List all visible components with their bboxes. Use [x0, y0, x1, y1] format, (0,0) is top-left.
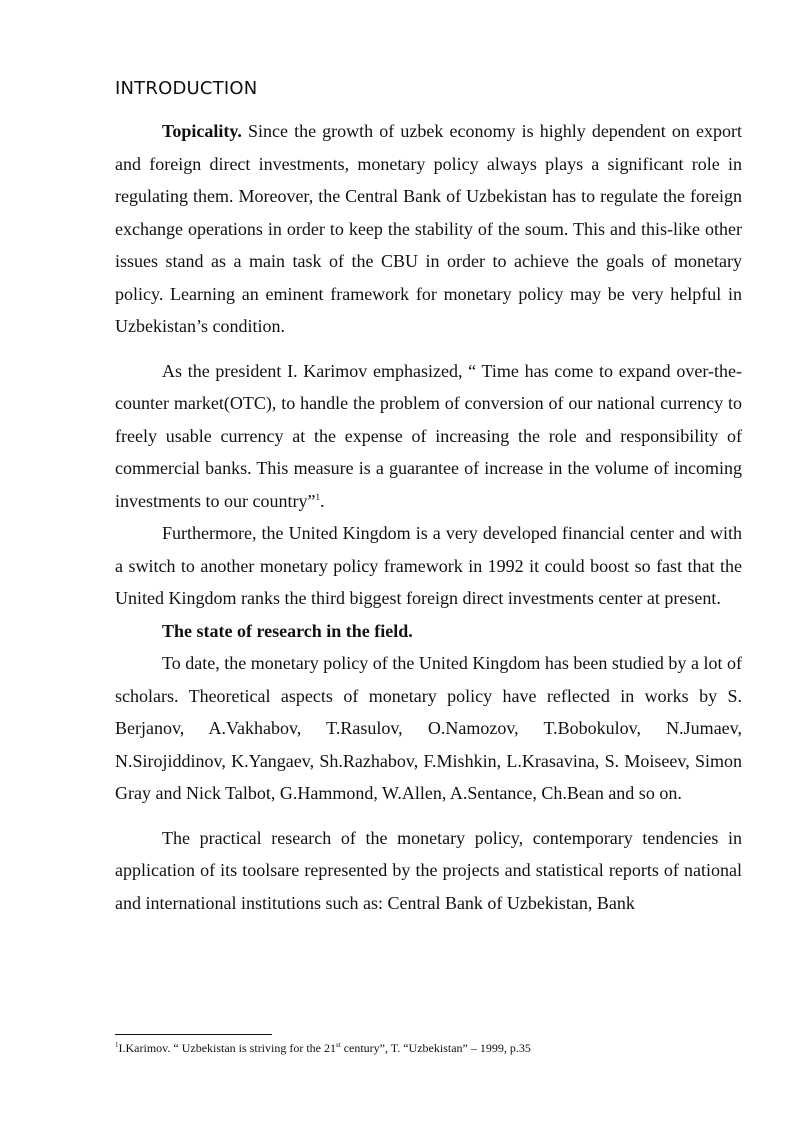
topicality-lead: Topicality.	[162, 121, 242, 141]
paragraph-practical-research: The practical research of the monetary policy, contemporary tendencies in application of its toolsare represented by the projects and statistical reports of national and international institutions such as: Central Bank of Uzbekistan, Bank	[115, 827, 742, 913]
topicality-text: Since the growth of uzbek economy is highly dependent on export and foreign direct investments, monetary policy always plays a significant role in regulating them. Moreover, the Central Bank of Uzbekistan has to regulate the foreign exchange operations in order to keep the stability of the soum. This and this-like other issues stand as a main task of the CBU in order to achieve the goals of monetary policy. Learning an eminent framework for monetary policy may be very helpful in Uzbekistan’s condition.	[115, 121, 742, 336]
footnote-ref[interactable]: 1	[315, 491, 320, 502]
footnote-st: st	[336, 1041, 341, 1049]
paragraph-topicality	[115, 115, 742, 343]
footnote-text-b: century”, T. “Uzbekistan” – 1999, p.35	[340, 1041, 531, 1055]
subheading-state-of-research: The state of research in the field.	[162, 620, 413, 641]
footnote-text-a: I.Karimov. “ Uzbekistan is striving for the 21	[118, 1041, 337, 1055]
quote-end: .	[319, 490, 325, 511]
footnote-separator	[115, 1034, 272, 1035]
body-text	[115, 115, 742, 919]
quote-text: As the president I. Karimov emphasized, “ Time has come to expand over-the-counter market(OTC), to handle the problem of conversion of our national currency to freely usable currency at the expense of increasing the role and responsibility of commercial banks. This measure is a guarantee of increase in the volume of incoming investments to our country”	[115, 360, 742, 511]
section-heading: INTRODUCTION	[115, 78, 258, 99]
paragraph-scholars: To date, the monetary policy of the United Kingdom has been studied by a lot of scholars. Theoretical aspects of monetary policy have reflected in works by S. Berjanov, A.Vakhabov, T.Rasulov, O.Namozov, T.Bobokulov, N.Jumaev, N.Sirojiddinov, K.Yangaev, Sh.Razhabov, F.Mishkin, L.Krasavina, S. Moiseev, Simon Gray and Nick Talbot, G.Hammond, W.Allen, A.Sentance, Ch.Bean and so on.	[115, 653, 742, 803]
paragraph-quote	[115, 355, 742, 518]
footnote	[115, 1041, 755, 1056]
footnote-number: 1	[115, 1041, 119, 1049]
paragraph-uk: Furthermore, the United Kingdom is a very developed financial center and with a switch to another monetary policy framework in 1992 it could boost so fast that the United Kingdom ranks the third biggest foreign direct investments center at present.	[115, 523, 742, 608]
